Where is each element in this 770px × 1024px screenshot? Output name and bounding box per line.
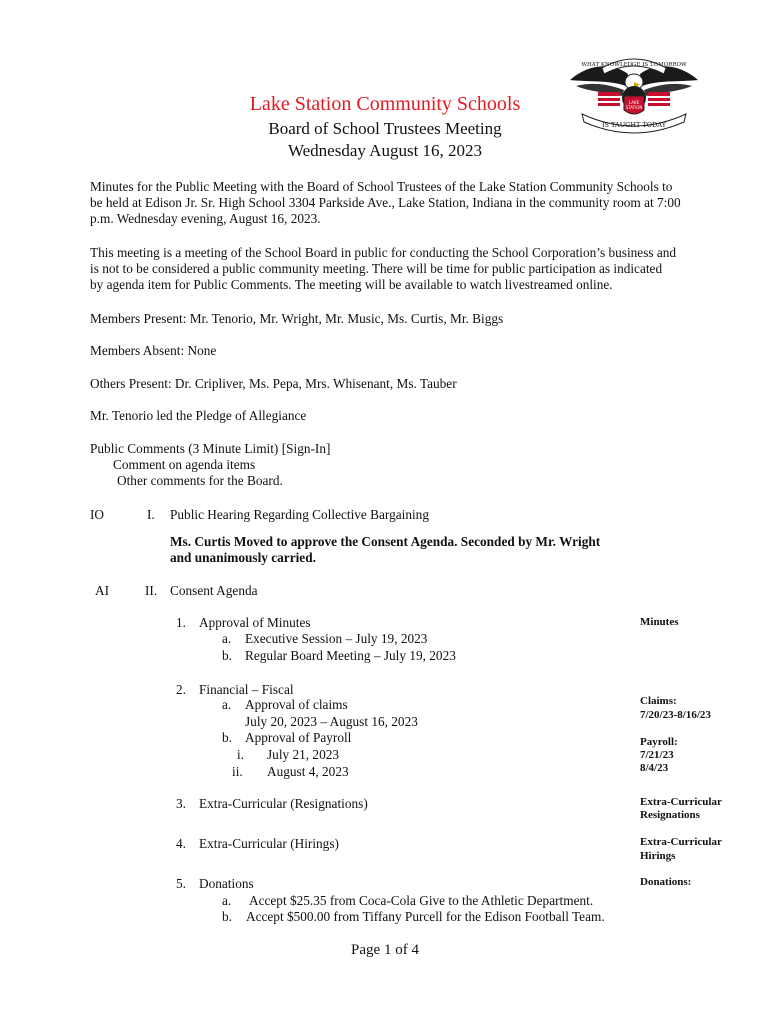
motion-line-1: Ms. Curtis Moved to approve the Consent Agenda. Seconded by Mr. Wright [170,534,601,549]
item-2b-text: Approval of Payroll [245,730,352,745]
public-comments-title: Public Comments (3 Minute Limit) [Sign-In] [90,441,331,456]
item-2b-marker: b. [222,730,232,745]
item-2-title: Financial – Fiscal [199,682,294,697]
meeting-date: Wednesday August 16, 2023 [287,141,483,160]
section-1-code: IO [90,507,105,522]
motion-line-2: and unanimously carried. [170,550,316,565]
intro-p1-line2: be held at Edison Jr. Sr. High School 3304 Parkside Ave., Lake Station, Indiana in the community room at 7:00 [90,195,681,210]
section-2-title: Consent Agenda [170,583,258,598]
intro-p2-line3: by agenda item for Public Comments. The meeting will be available to watch livestreamed online. [90,277,613,292]
section-2-numeral: II. [145,583,158,598]
side-note-payroll-label: Payroll: [640,736,678,748]
item-1a-text: Executive Session – July 19, 2023 [245,631,428,646]
section-1-numeral: I. [147,507,155,522]
item-3-title: Extra-Curricular (Resignations) [199,796,368,811]
side-note-claims-dates: 7/20/23-8/16/23 [640,709,711,721]
item-5a-marker: a. [222,893,232,908]
side-note-hirings-2: Hirings [640,850,676,862]
school-name: Lake Station Community Schools [249,93,521,115]
meeting-title: Board of School Trustees Meeting [268,119,502,138]
section-1-title: Public Hearing Regarding Collective Bargaining [170,507,429,522]
section-2-code: AI [95,583,110,598]
item-2b-i-text: July 21, 2023 [267,747,340,762]
item-2-number: 2. [176,682,186,697]
item-1-title: Approval of Minutes [199,615,311,630]
item-5b-text: Accept $500.00 from Tiffany Purcell for the Edison Football Team. [246,909,605,924]
side-note-hirings-1: Extra-Curricular [640,836,722,848]
public-comments-item-2: Other comments for the Board. [117,473,283,488]
item-4-title: Extra-Curricular (Hirings) [199,836,339,851]
item-5a-text: Accept $25.35 from Coca-Cola Give to the Athletic Department. [249,893,594,908]
item-5b-marker: b. [222,909,232,924]
side-note-minutes: Minutes [640,616,679,628]
side-note-payroll-date-2: 8/4/23 [640,762,669,774]
item-2a-dates: July 20, 2023 – August 16, 2023 [245,714,418,729]
intro-p1-line1: Minutes for the Public Meeting with the Board of School Trustees of the Lake Station Community Schools to [90,179,673,194]
item-1a-marker: a. [222,631,232,646]
item-2b-ii-text: August 4, 2023 [267,764,349,779]
side-note-payroll-date-1: 7/21/23 [640,749,674,761]
page-number: Page 1 of 4 [351,942,419,958]
item-5-title: Donations [199,876,254,891]
intro-p2-line2: is not to be considered a public community meeting. There will be time for public participation as indicated [90,261,663,276]
item-2b-ii-marker: ii. [232,764,243,779]
side-note-resignations-1: Extra-Curricular [640,796,722,808]
item-4-number: 4. [176,836,186,851]
item-1-number: 1. [176,615,186,630]
item-2a-text: Approval of claims [245,697,348,712]
members-present: Members Present: Mr. Tenorio, Mr. Wright, Mr. Music, Ms. Curtis, Mr. Biggs [90,311,504,326]
side-note-donations: Donations: [640,876,692,888]
logo-banner-top-text: WHAT KNOWLEDGE IS TOMORROW [581,62,687,68]
logo-banner-bottom-text: IS TAUGHT TODAY [601,121,667,129]
side-note-resignations-2: Resignations [640,809,700,821]
members-absent: Members Absent: None [90,343,217,358]
item-1b-marker: b. [222,648,232,663]
intro-p2-line1: This meeting is a meeting of the School Board in public for conducting the School Corporation’s business and [90,245,677,260]
pledge-note: Mr. Tenorio led the Pledge of Allegiance [90,408,307,423]
item-2a-marker: a. [222,697,232,712]
svg-text:LAKE: LAKE [628,100,640,105]
side-note-claims-label: Claims: [640,695,677,707]
intro-p1-line3: p.m. Wednesday evening, August 16, 2023. [90,211,321,226]
svg-text:STATION: STATION [625,105,643,110]
item-3-number: 3. [176,796,186,811]
public-comments-item-1: Comment on agenda items [113,457,256,472]
item-5-number: 5. [176,876,186,891]
item-2b-i-marker: i. [237,747,245,762]
item-1b-text: Regular Board Meeting – July 19, 2023 [245,648,456,663]
others-present: Others Present: Dr. Cripliver, Ms. Pepa, Mrs. Whisenant, Ms. Tauber [90,376,457,391]
